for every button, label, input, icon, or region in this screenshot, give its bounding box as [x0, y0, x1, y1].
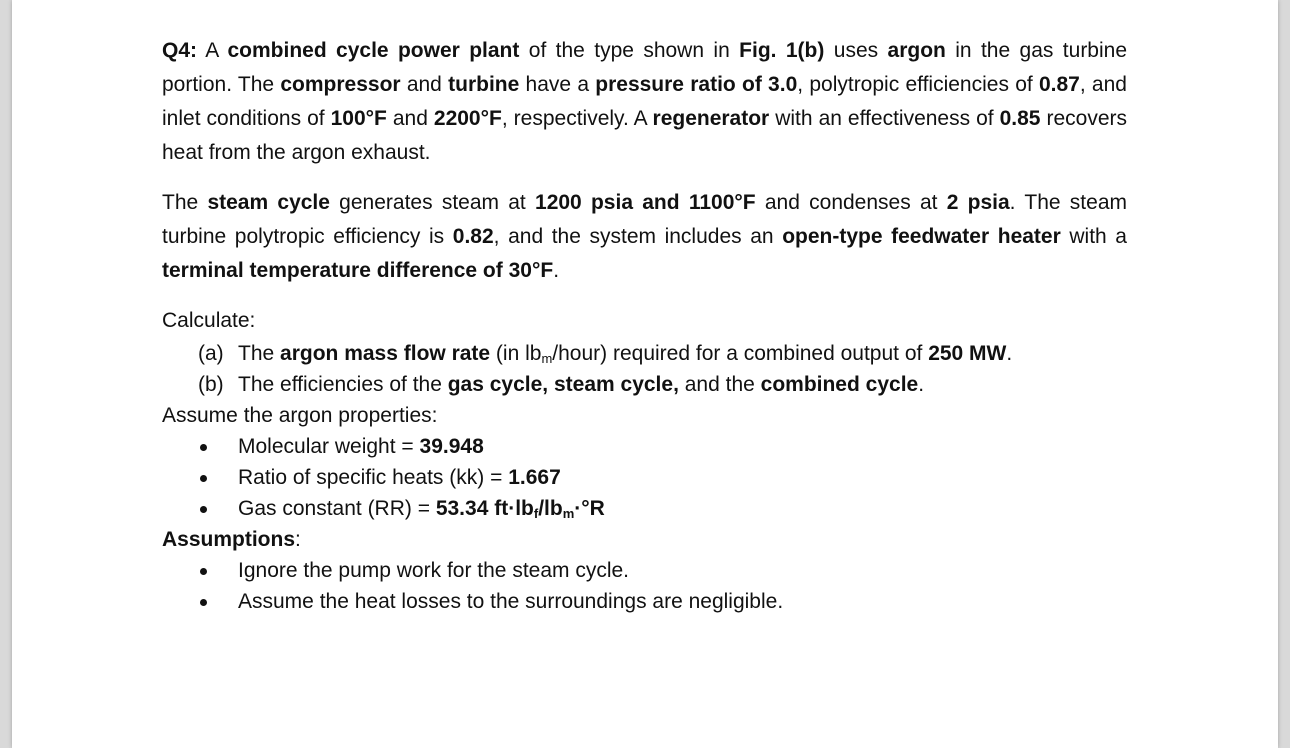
text-run: /hour) required for a combined output of — [552, 342, 929, 365]
bullet-icon — [200, 444, 207, 451]
assumption-item — [162, 555, 1127, 586]
text-run: and — [400, 73, 449, 96]
bold-run: 1200 psia and 1100°F — [535, 191, 756, 214]
bold-run: /lb — [538, 497, 563, 520]
property-molecular-weight — [162, 431, 1127, 462]
bullet-icon — [200, 506, 207, 513]
bold-run: regenerator — [652, 107, 770, 130]
text-run: . — [918, 373, 925, 396]
text-run: : — [295, 528, 301, 551]
subscript: m — [541, 351, 553, 366]
bold-run: 1.667 — [508, 466, 561, 489]
text-run: . — [1006, 342, 1013, 365]
bold-run: steam cycle — [207, 191, 330, 214]
document-content — [162, 34, 1127, 617]
text-run: Gas constant (RR) = — [238, 497, 436, 520]
bold-run: 2200°F — [433, 107, 502, 130]
bold-run: 39.948 — [419, 435, 484, 458]
question-paragraph — [162, 34, 1127, 170]
bold-run: combined cycle power plant — [227, 39, 520, 62]
text-run: (in lb — [490, 342, 542, 365]
text-run: and condenses at — [755, 191, 947, 214]
text-run: of the type shown in — [519, 39, 740, 62]
assumptions-heading — [162, 524, 1127, 555]
bullet-icon — [200, 599, 207, 606]
text-run: A — [197, 39, 228, 62]
bold-run: 0.85 — [999, 107, 1041, 130]
bold-run: open-type feedwater heater — [782, 225, 1061, 248]
document-page — [12, 0, 1278, 748]
bold-run: Assumptions — [162, 528, 296, 551]
text-run: The — [238, 342, 281, 365]
text-run: , respectively. A — [501, 107, 653, 130]
text-run: generates steam at — [329, 191, 536, 214]
text-run: . — [553, 259, 560, 282]
bold-run: Fig. 1(b) — [739, 39, 825, 62]
bold-run: combined cycle — [760, 373, 919, 396]
bold-run: compressor — [280, 73, 401, 96]
text-run: in the gas turbine portion. The — [162, 39, 1128, 96]
assumption-item — [162, 586, 1127, 617]
steam-cycle-paragraph — [162, 186, 1127, 288]
property-gas-constant — [162, 493, 1127, 524]
calculate-item-a — [162, 338, 1127, 369]
calculate-heading: Calculate: — [162, 309, 256, 332]
bullet-icon — [200, 568, 207, 575]
text-run: Molecular weight = — [238, 435, 420, 458]
text-run: have a — [519, 73, 596, 96]
bold-run: ·°R — [574, 497, 605, 520]
bold-run: gas cycle, steam cycle, — [447, 373, 679, 396]
text-run: and — [386, 107, 434, 130]
subscript: f — [533, 506, 539, 521]
property-specific-heat-ratio — [162, 462, 1127, 493]
bold-run: 0.87 — [1038, 73, 1080, 96]
item-marker: (a) — [198, 342, 224, 365]
subscript: m — [562, 506, 575, 521]
properties-heading: Assume the argon properties: — [162, 404, 438, 427]
bold-run: 100°F — [330, 107, 387, 130]
text-run: The — [162, 191, 208, 214]
bold-run: 2 psia — [946, 191, 1010, 214]
bullet-icon — [200, 475, 207, 482]
text-run: , and inlet conditions of — [162, 73, 1127, 130]
text-run: uses — [824, 39, 888, 62]
bold-run: 53.34 ft·lb — [435, 497, 534, 520]
calculate-item-b — [162, 369, 1127, 400]
text-run: Assume the heat losses to the surroundings are negligible. — [238, 590, 784, 613]
text-run: , polytropic efficiencies of — [797, 73, 1039, 96]
bold-run: argon — [887, 39, 946, 62]
text-run: with a — [1060, 225, 1127, 248]
text-run: The efficiencies of the — [238, 373, 448, 396]
bold-run: 0.82 — [452, 225, 494, 248]
bold-run: turbine — [448, 73, 520, 96]
bold-run: terminal temperature difference of 30°F — [162, 259, 554, 282]
text-run: Ignore the pump work for the steam cycle. — [238, 559, 630, 582]
question-label: Q4: — [162, 39, 198, 62]
text-run: with an effectiveness of — [769, 107, 1000, 130]
text-run: recovers heat from the argon exhaust. — [162, 107, 1128, 164]
bold-run: 250 MW — [928, 342, 1007, 365]
bold-run: pressure ratio of 3.0 — [595, 73, 798, 96]
item-marker: (b) — [198, 373, 224, 396]
bold-run: argon mass flow rate — [280, 342, 491, 365]
text-run: , and the system includes an — [493, 225, 783, 248]
text-run: and the — [678, 373, 761, 396]
text-run: . The steam turbine polytropic efficiency is — [162, 191, 1127, 248]
text-run: Ratio of specific heats (kk) = — [238, 466, 509, 489]
